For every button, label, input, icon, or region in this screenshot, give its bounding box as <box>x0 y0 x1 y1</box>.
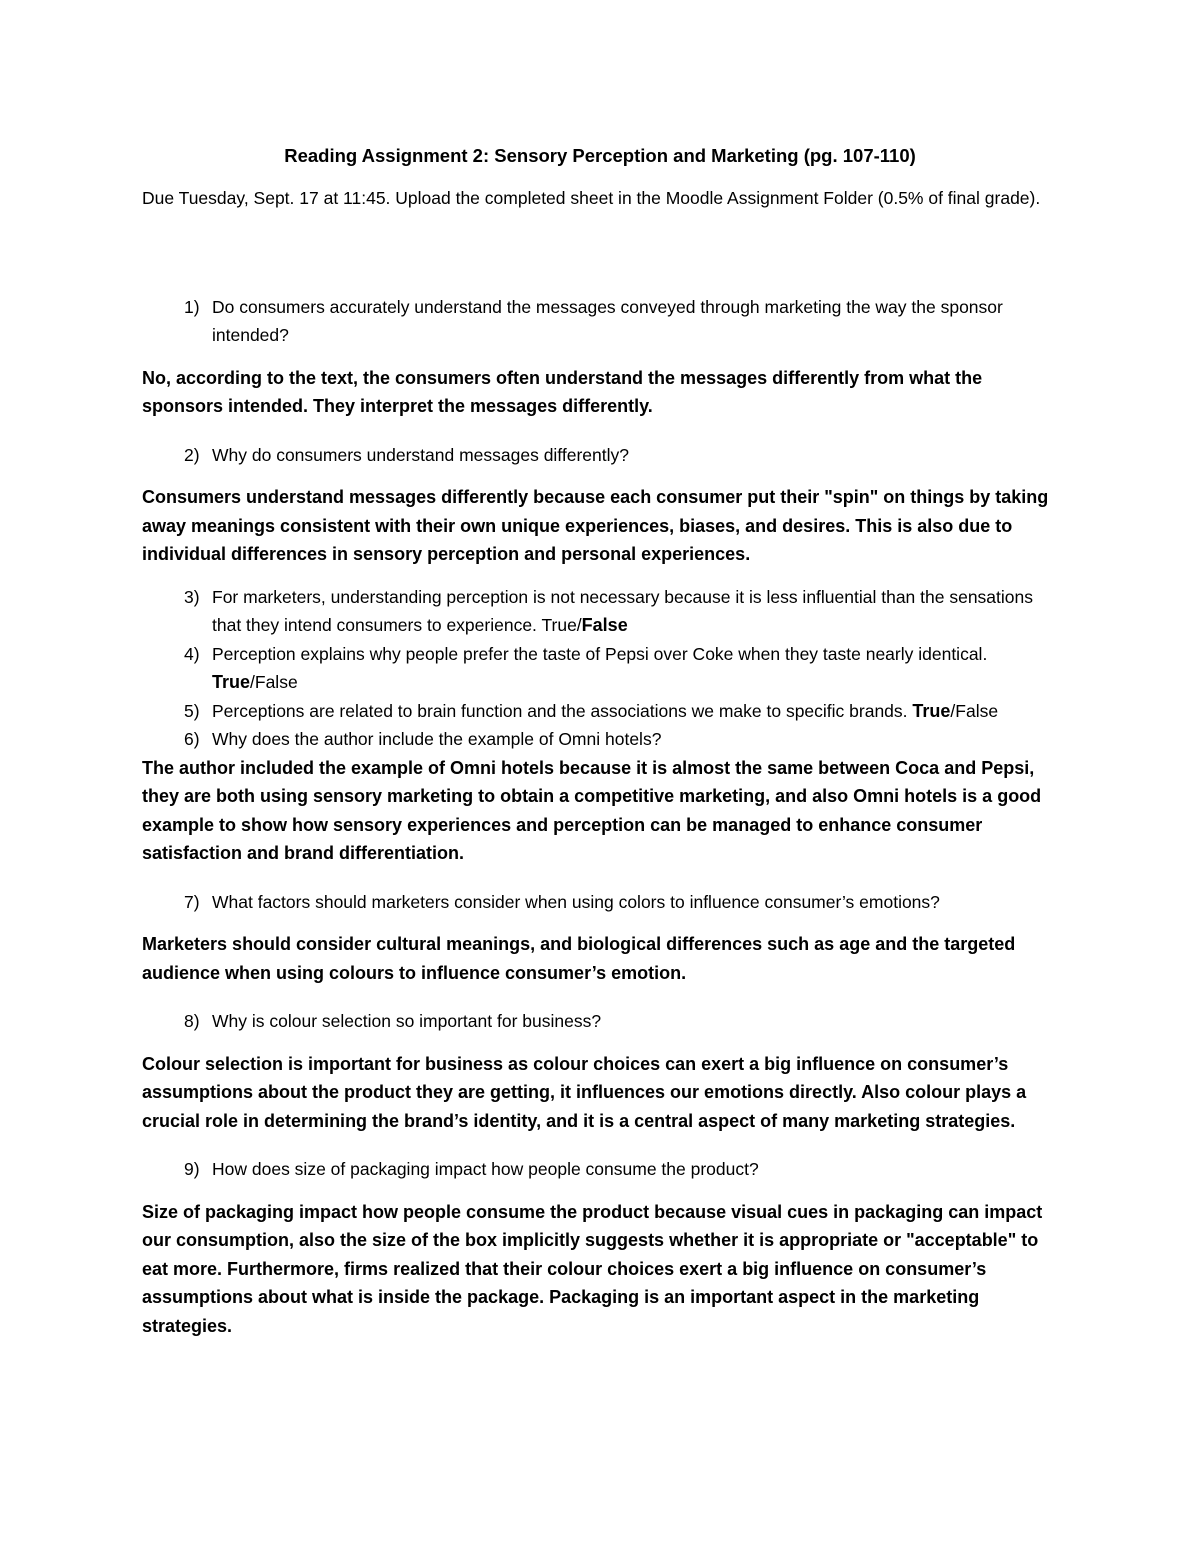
true-option-selected: True <box>912 700 951 721</box>
question-text <box>212 583 1058 640</box>
question-number: 6) <box>184 729 200 749</box>
answer-7: Marketers should consider cultural meanings, and biological differences such as age and the targeted audience when using colours to influence consumer’s emotion. <box>142 934 1016 983</box>
question-text: Why is colour selection so important for business? <box>212 1011 602 1031</box>
question-text: Why do consumers understand messages differently? <box>212 444 629 465</box>
question-text: How does size of packaging impact how people consume the product? <box>212 1159 759 1179</box>
question-number: 5) <box>184 700 200 721</box>
page-title: Reading Assignment 2: Sensory Perception and Marketing (pg. 107-110) <box>284 145 916 166</box>
question-text: What factors should marketers consider when using colors to influence consumer’s emotions? <box>212 891 940 912</box>
question-2 <box>142 441 1058 470</box>
answer-2: Consumers understand messages differently because each consumer put their "spin" on things by taking away meanings consistent with their own unique experiences, biases, and desires. This is also due to individual differences in sensory perception and personal experiences. <box>142 487 1049 564</box>
question-body: For marketers, understanding perception is not necessary because it is less influential than the sensations that they intend consumers to experience. <box>212 586 1034 635</box>
answer-1: No, according to the text, the consumers often understand the messages differently from what the sponsors intended. They interpret the messages differently. <box>142 367 983 416</box>
question-5 <box>142 697 1058 726</box>
document-page <box>142 142 1058 1360</box>
question-6 <box>142 725 1058 754</box>
question-body: Perceptions are related to brain function and the associations we make to specific brands. <box>212 700 913 721</box>
question-1 <box>142 293 1058 350</box>
due-instructions: Due Tuesday, Sept. 17 at 11:45. Upload the completed sheet in the Moodle Assignment Folder (0.5% of final grade). <box>142 188 1041 208</box>
question-text <box>212 697 1058 726</box>
true-option: True/ <box>541 615 582 635</box>
question-3 <box>142 583 1058 640</box>
false-option: /False <box>950 700 999 721</box>
question-number: 1) <box>184 296 200 317</box>
question-number: 4) <box>184 643 200 664</box>
question-number: 3) <box>184 586 200 607</box>
question-8 <box>142 1007 1058 1036</box>
question-text <box>212 640 1058 697</box>
question-text: Why does the author include the example of Omni hotels? <box>212 729 662 749</box>
answer-6: The author included the example of Omni hotels because it is almost the same between Coca and Pepsi, they are both using sensory marketing to obtain a competitive marketing, and also Omni hotels is a good example to show how sensory experiences and perception can be managed to enhance consumer satisfaction and brand differentiation. <box>142 757 1042 863</box>
question-number: 2) <box>184 444 200 465</box>
question-body: Perception explains why people prefer the taste of Pepsi over Coke when they taste nearly identical. <box>212 643 988 664</box>
answer-8: Colour selection is important for business as colour choices can exert a big influence on consumer’s assumptions about the product they are getting, it influences our emotions directly. Also colour plays a crucial role in determining the brand’s identity, and it is a central aspect of many marketing strategies. <box>142 1053 1027 1131</box>
question-7 <box>142 888 1058 917</box>
answer-9: Size of packaging impact how people consume the product because visual cues in packaging can impact our consumption, also the size of the box implicitly suggests whether it is appropriate or "acceptable" to eat more. Furthermore, firms realized that their colour choices exert a big influence on consumer’s assumptions about what is inside the package. Packaging is an important aspect in the marketing strategies. <box>142 1201 1043 1336</box>
question-text: Do consumers accurately understand the messages conveyed through marketing the way the sponsor intended? <box>212 296 1003 345</box>
question-9 <box>142 1155 1058 1184</box>
false-option-selected: False <box>581 615 628 635</box>
true-option-selected: True <box>212 672 251 692</box>
question-4 <box>142 640 1058 697</box>
question-number: 8) <box>184 1011 200 1031</box>
question-number: 7) <box>184 891 200 912</box>
question-number: 9) <box>184 1159 200 1179</box>
false-option: /False <box>250 672 298 692</box>
